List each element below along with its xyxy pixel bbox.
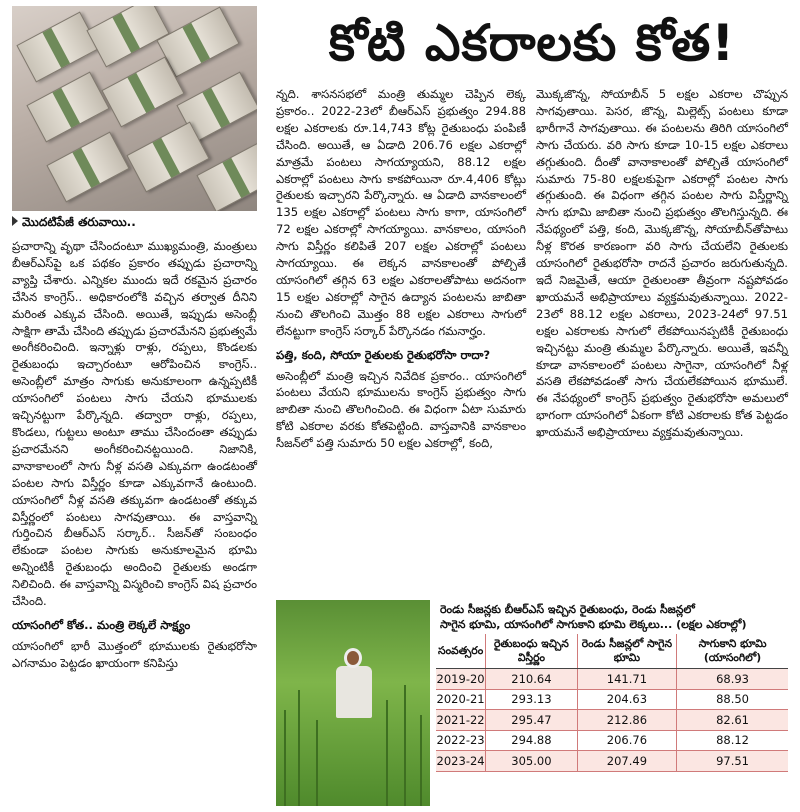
header-cultivated-area: రెండు సీజన్లలో సాగైన భూమి — [577, 634, 676, 669]
table-row: 2020-21 293.13 204.63 88.50 — [436, 689, 788, 710]
header-uncultivated-area: సాగుకాని భూమి (యాసంగిలో) — [677, 634, 788, 669]
table-row: 2019-20 210.64 141.71 68.93 — [436, 669, 788, 690]
article-column-1 — [12, 238, 257, 808]
table-header-row — [436, 634, 788, 669]
farmer-figure — [334, 648, 374, 718]
paragraph: యాసంగిలో భారీ మొత్తంలో భూములకు రైతుభరోసా ఎగనామం పెట్టడం ఖాయంగా కనిపిస్తు — [12, 638, 257, 670]
triangle-right-icon — [12, 216, 18, 226]
table-row: 2023-24 305.00 207.49 97.51 — [436, 751, 788, 772]
subheading: పత్తి, కంది, సోయా రైతులకు రైతుభరోసా రాదా? — [276, 347, 491, 362]
table-caption: రెండు సీజన్లకు బీఆర్‌ఎస్ ఇచ్చిన రైతుబంధు, రెండు సీజన్లలో సాగైన భూమి, యాసంగిలో సాగుకాని భూమి లెక్కలు... (లక్షల ఎకరాల్లో) — [440, 603, 747, 631]
paragraph: న్నది. శాసనసభలో మంత్రి తుమ్మల చెప్పిన లెక్క ప్రకారం.. 2022-23లో బీఆర్‌ఎస్ ప్రభుత్వం 294.88 లక్షల ఎకరాలకు రూ.14,743 కోట్ల రైతుబంధు పంపిణీ చేసింది. అయితే, ఆ ఏడాది 206.76 లక్షల ఎకరాల్లో మాత్రమే పంటలు సాగయ్యాయని, 88.12 లక్షల ఎకరాల్లో పంటలు సాగు కాకపోయినా రూ.4,406 కోట్లు రైతులకు ఇచ్చారని పేర్కొన్నారు. ఆ ఏడాది వానకాలంలో 135 లక్షల ఎకరాల్లో పంటలు సాగు కాగా, యాసంగిలో 72 లక్షల ఎకరాల్లో సాగయ్యాయి. వానకాలం, యాసంగి సాగు విస్తీర్ణం కలిపితే 207 లక్షల ఎకరాల్లో పంటలు సాగయ్యాయి. ఈ లెక్కన వానకాలంతో పోల్చితే యాసంగిలో తగ్గిన 63 లక్షల ఎకరాలతోపాటు అదనంగా 15 లక్షల ఎకరాల్లో సాగైన ఉద్యాన పంటలను జాబితా నుంచి తొలగించి మొత్తం 88 లక్షల ఎకరాలు సాగులో లేనట్టుగా కాంగ్రెస్ సర్కార్ పేర్కొనడం గమనార్హం. — [276, 87, 526, 338]
subheading: యాసంగిలో కోత.. మంత్రి లెక్కలే సాక్ష్యం — [12, 617, 191, 632]
header-given-area: రైతుబంధు ఇచ్చిన విస్తీర్ణం — [486, 634, 578, 669]
article-column-3 — [536, 86, 788, 591]
paragraph: మొక్కజొన్న, సోయాబీన్ 5 లక్షల ఎకరాల చొప్పున సాగవుతాయి. పెసర, జొన్న, మిల్లెట్స్ పంటలు కూడా భారీగానే సాగవుతాయి. ఈ పంటలను తిరిగి యాసంగిలో సాగు చేయరు. వరి సాగు కూడా 10-15 లక్షల ఎకరాలు తగ్గుతుంది. దీంతో వానాకాలంతో పోల్చితే యాసంగిలో సుమారు 75-80 లక్షలకుపైగా ఎకరాల్లో పంటల సాగు తగ్గుతుంది. ఈ విధంగా తగ్గిన పంటల సాగు విస్తీర్ణాన్ని సాగు భూమి జాబితా నుంచి ప్రభుత్వం తొలగిస్తున్నది. ఈ నేపథ్యంలో పత్తి, కంది, మొక్కజొన్న, సోయాబీన్‌తోపాటు నీళ్ల కొరత కారణంగా వరి సాగు చేయలేని రైతులకు యాసంగిలో రైతుభరోసా రాదనే ప్రచారం జరుగుతున్నది. ఇదే నిజమైతే, ఆయా రైతులంతా తీవ్రంగా నష్టపోవడం ఖాయమనే అభిప్రాయాలు వ్యక్తమవుతున్నాయి. 2022-23లో 88.12 లక్షల ఎకరాలు, 2023-24లో 97.51 లక్షల ఎకరాలకు సాగులో లేకపోయినప్పటికీ రైతుబంధు ఇచ్చినట్టు మంత్రి తుమ్మల పేర్కొన్నారు. అయితే, ఇవన్నీ కూడా వానకాలంలో పంటలు సాగైనా, యాసంగిలో నీళ్ల వసతి లేకపోవడంతో సాగు చేయలేకపోయిన భూములే. ఈ నేపథ్యంలో కాంగ్రెస్ ప్రభుత్వం రైతుభరోసా అమలులో భాగంగా యాసంగిలో ఏకంగా కోటి ఎకరాలకు కోత పెట్టడం ఖాయమనే అభిప్రాయాలు వ్యక్తమవుతున్నాయి. — [536, 87, 788, 440]
rythu-bandhu-table — [436, 634, 788, 772]
table-row: 2021-22 295.47 212.86 82.61 — [436, 710, 788, 731]
header-year: సంవత్సరం — [436, 634, 486, 669]
currency-bundles-photo — [12, 6, 257, 211]
paragraph: అసెంబ్లీలో మంత్రి ఇచ్చిన నివేదిక ప్రకారం.. యాసంగిలో పంటలు వేయని భూములను కాంగ్రెస్ ప్రభుత్వం సాగు జాబితా నుంచి తొలగించింది. ఈ విధంగా ఏటా సుమారు కోటి ఎకరాల వరకు కోతపెట్టింది. వాస్తవానికి వానకాలం సీజన్‌లో పత్తి సుమారు 50 లక్షల ఎకరాల్లో, కంది, — [276, 368, 526, 451]
paragraph: ప్రచారాన్ని వృథా చేసిందంటూ ముఖ్యమంత్రి, మంత్రులు బీఆర్‌ఎస్‌పై ఒక పథకం ప్రకారం తప్పుడు ప్రచారాన్ని వ్యాప్తి చేశారు. ఎన్నికల ముందు ఇదే రకమైన ప్రచారం చేసిన కాంగ్రెస్.. అధికారంలోకి వచ్చిన తర్వాత దీనిని మరింత ఎక్కువ చేసింది. అయితే, ఇప్పుడు అసెంబ్లీ సాక్షిగా తామే చేసింది తప్పుడు ప్రచారమేనని ప్రభుత్వమే అంగీకరించింది. ఇన్నాళ్లు రాళ్లు, రప్పలు, కొండలకు రైతుబంధు ఇచ్చారంటూ ఆరోపించిన కాంగ్రెస్.. అసెంబ్లీలో మాత్రం సాగుకు అనుకూలంగా ఉన్నప్పటికీ యాసంగిలో పంటలు సాగు చేయని భూములకు ఇచ్చినట్టుగా పేర్కొన్నది. తద్వారా రాళ్లు, రప్పలు, కొండలు, గుట్టలు అంటూ తాము చేసిందంతా తప్పుడు ప్రచారమేనని అంగీకరించినట్టయింది. నిజానికి, వానాకాలంలో సాగు నీళ్ల వసతి ఎక్కువగా ఉండటంతో పంటల సాగు విస్తీర్ణం కూడా ఎక్కువగానే ఉంటుంది. యాసంగిలో నీళ్ల వసతి తక్కువగా ఉండటంతో తక్కువ విస్తీర్ణంలో పంటలు సాగవుతాయి. ఈ వాస్తవాన్ని గుర్తించిన బీఆర్‌ఎస్ సర్కార్.. సీజన్‌తో సంబంధం లేకుండా పంటల సాగుకు అనుకూలమైన భూమి అన్నింటికీ రైతుబంధు అందించి రైతులకు అండగా నిలిచింది. ఈ వాస్తవాన్ని విస్మరించి కాంగ్రెస్ విష ప్రచారం చేసింది. — [12, 239, 257, 609]
farmer-in-field-photo — [276, 600, 430, 806]
data-table-box — [436, 600, 788, 806]
table-row: 2022-23 294.88 206.76 88.12 — [436, 730, 788, 751]
continued-from-front-page: మొదటిపేజీ తరువాయి.. — [12, 215, 257, 232]
headline: కోటి ఎకరాలకు కోత! — [328, 14, 736, 72]
article-column-2 — [276, 86, 526, 591]
